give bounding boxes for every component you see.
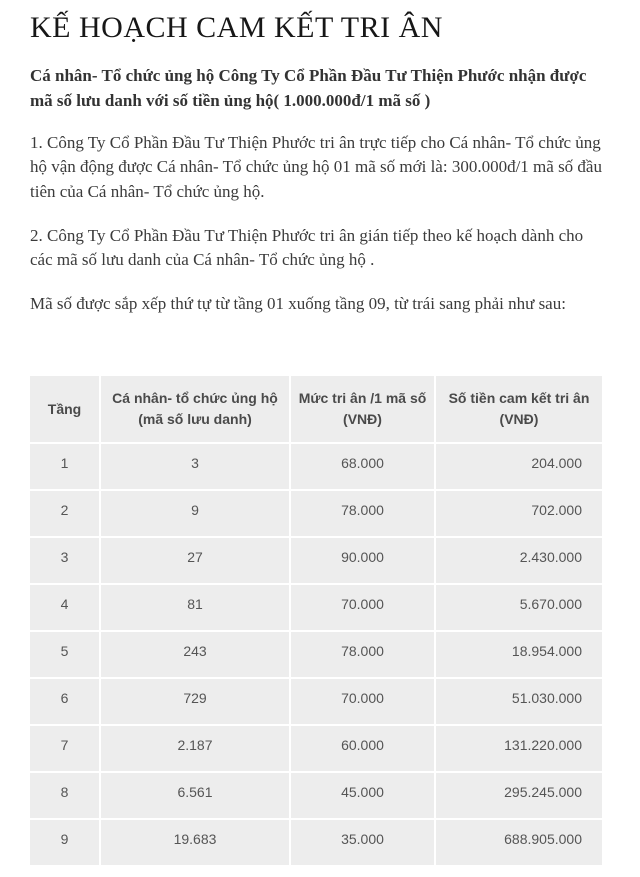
rate-cell: 68.000	[291, 444, 434, 489]
codes-cell: 9	[101, 491, 289, 536]
commit-cell: 204.000	[436, 444, 602, 489]
table-row	[30, 773, 602, 818]
rate-cell: 70.000	[291, 585, 434, 630]
codes-cell: 243	[101, 632, 289, 677]
table-row	[30, 820, 602, 865]
table-header-row	[30, 376, 602, 442]
commit-cell: 2.430.000	[436, 538, 602, 583]
rate-cell: 78.000	[291, 491, 434, 536]
paragraph-1: 1. Công Ty Cổ Phần Đầu Tư Thiện Phước tri ân trực tiếp cho Cá nhân- Tổ chức ủng hộ vận động được Cá nhân- Tổ chức ủng hộ 01 mã số mới là: 300.000đ/1 mã số đầu tiên của Cá nhân- Tổ chức ủng hộ.	[30, 133, 602, 201]
codes-cell: 27	[101, 538, 289, 583]
floor-cell: 2	[30, 491, 99, 536]
header-floor	[30, 376, 99, 442]
rate-cell: 90.000	[291, 538, 434, 583]
commitment-table	[28, 374, 604, 867]
header-floor-line1: Tầng	[47, 400, 82, 417]
table-row	[30, 679, 602, 724]
floor-cell: 5	[30, 632, 99, 677]
paragraph-2: 2. Công Ty Cổ Phần Đầu Tư Thiện Phước tri ân gián tiếp theo kế hoạch dành cho các mã số lưu danh của Cá nhân- Tổ chức ủng hộ .	[30, 225, 584, 269]
commit-cell: 18.954.000	[436, 632, 602, 677]
rate-cell: 70.000	[291, 679, 434, 724]
codes-cell: 2.187	[101, 726, 289, 771]
page-title: KẾ HOẠCH CAM KẾT TRI ÂN	[30, 11, 443, 44]
commit-cell: 5.670.000	[436, 585, 602, 630]
commit-cell: 702.000	[436, 491, 602, 536]
floor-cell: 6	[30, 679, 99, 724]
rate-cell: 35.000	[291, 820, 434, 865]
header-commit-line1: Số tiền cam kết tri ân	[448, 390, 590, 407]
table-row	[30, 444, 602, 489]
rate-cell: 78.000	[291, 632, 434, 677]
table-row	[30, 491, 602, 536]
codes-cell: 6.561	[101, 773, 289, 818]
floor-cell: 8	[30, 773, 99, 818]
codes-cell: 19.683	[101, 820, 289, 865]
commit-cell: 131.220.000	[436, 726, 602, 771]
header-rate	[291, 376, 434, 442]
header-commit-line2: (VNĐ)	[499, 411, 539, 428]
header-codes	[101, 376, 289, 442]
commit-cell: 295.245.000	[436, 773, 602, 818]
codes-cell: 729	[101, 679, 289, 724]
codes-cell: 81	[101, 585, 289, 630]
table-row	[30, 632, 602, 677]
commit-cell: 51.030.000	[436, 679, 602, 724]
floor-cell: 7	[30, 726, 99, 771]
codes-cell: 3	[101, 444, 289, 489]
paragraph-3: Mã số được sắp xếp thứ tự từ tầng 01 xuống tầng 09, từ trái sang phải như sau:	[30, 293, 566, 313]
floor-cell: 9	[30, 820, 99, 865]
table-row	[30, 538, 602, 583]
floor-cell: 3	[30, 538, 99, 583]
intro-paragraph: Cá nhân- Tổ chức ủng hộ Công Ty Cổ Phần Đầu Tư Thiện Phước nhận được mã số lưu danh với số tiền ủng hộ( 1.000.000đ/1 mã số )	[30, 66, 587, 110]
header-rate-line2: (VNĐ)	[343, 411, 382, 428]
floor-cell: 4	[30, 585, 99, 630]
rate-cell: 45.000	[291, 773, 434, 818]
rate-cell: 60.000	[291, 726, 434, 771]
header-commit	[436, 376, 602, 442]
floor-cell: 1	[30, 444, 99, 489]
table-body	[30, 444, 602, 865]
header-codes-line1: Cá nhân- tổ chức ủng hộ	[112, 390, 278, 407]
header-rate-line1: Mức tri ân /1 mã số	[298, 390, 427, 407]
commit-cell: 688.905.000	[436, 820, 602, 865]
header-codes-line2: (mã số lưu danh)	[138, 411, 252, 428]
table-row	[30, 585, 602, 630]
table-row	[30, 726, 602, 771]
